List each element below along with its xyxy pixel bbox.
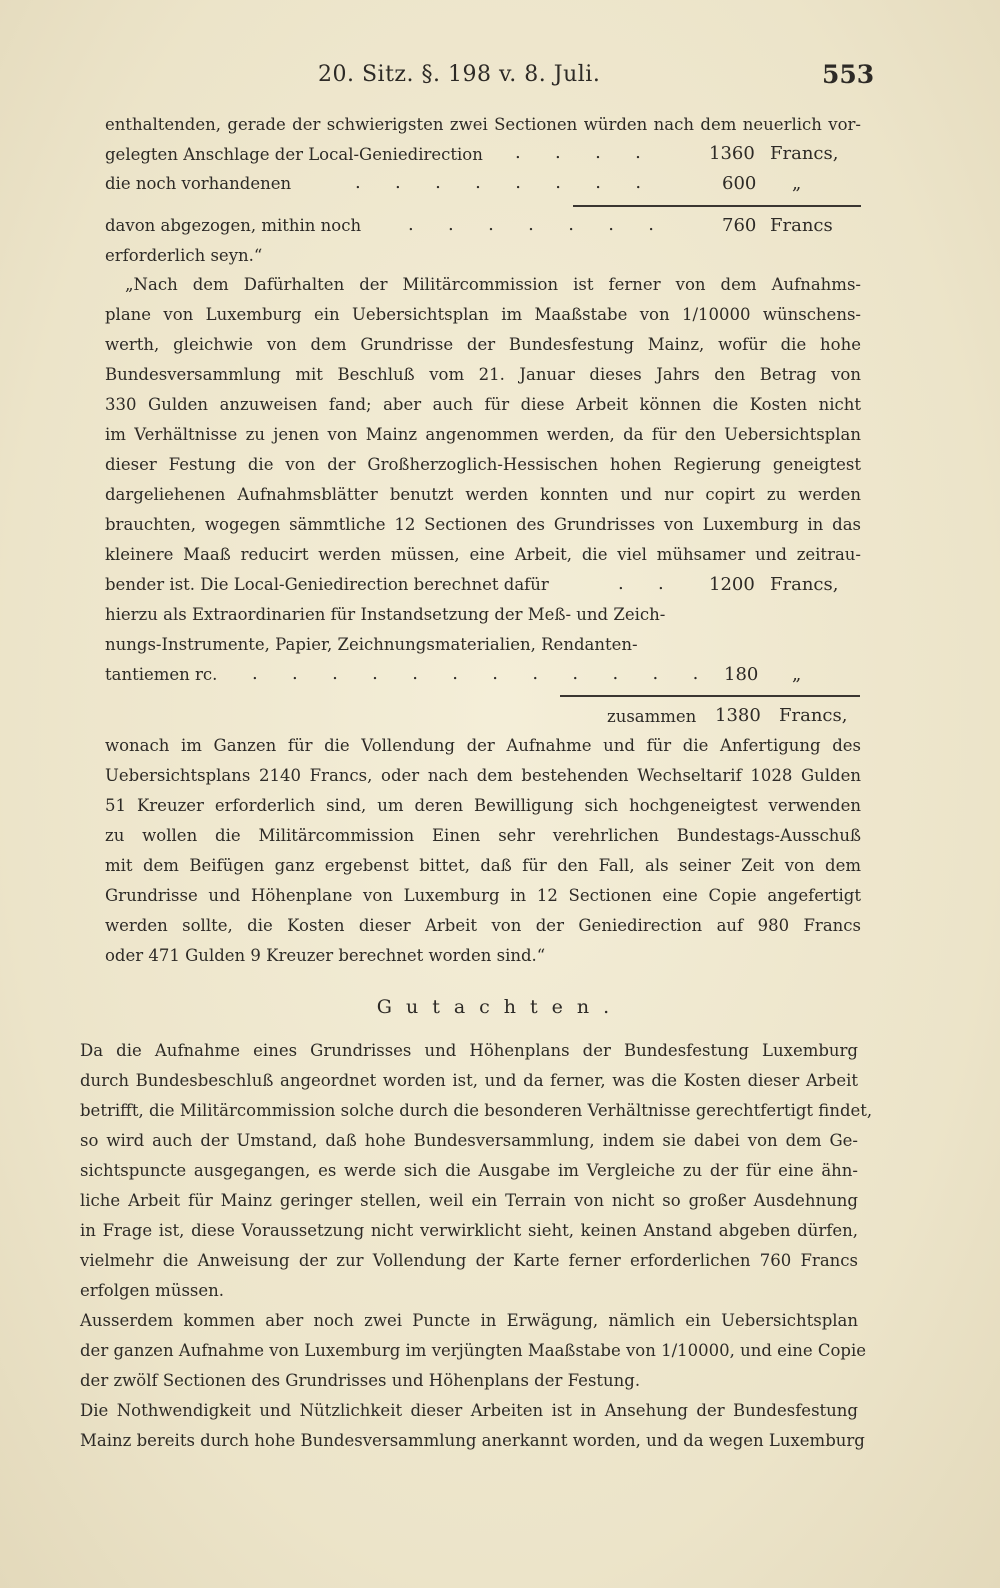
report-line-5: erforderlich seyn.“	[105, 246, 263, 265]
gutachten-p2-line: Ausserdem kommen aber noch zwei Puncte in Erwägung, nämlich ein Uebersichtsplan	[80, 1311, 858, 1330]
leader-dots: . . . . . . . . . . . .	[252, 663, 699, 684]
unit-francs: Francs,	[770, 574, 839, 595]
gutachten-p3-line: Mainz bereits durch hohe Bundesversammlung anerkannt worden, und da wegen Luxemburg	[80, 1431, 865, 1450]
leader-dots: . .	[618, 573, 664, 594]
gutachten-p1-line	[80, 1040, 858, 1062]
leader-dots: . . . . . . .	[408, 214, 655, 235]
running-header	[0, 58, 1000, 98]
report-line-1: enthaltenden, gerade der schwierigsten zwei Sectionen würden nach dem neuerlich vor-	[105, 115, 861, 134]
unit-francs: Francs,	[770, 143, 839, 164]
gutachten-p1-line: liche Arbeit für Mainz geringer stellen, weil ein Terrain von nicht so großer Ausdehnung	[80, 1191, 858, 1210]
report-p2-line-13: nungs-Instrumente, Papier, Zeichnungsmaterialien, Rendanten-	[105, 635, 638, 654]
unit-ditto: „	[792, 664, 802, 685]
gutachten-p1-line: betrifft, die Militärcommission solche durch die besonderen Verhältnisse gerechtfertigt findet,	[80, 1101, 873, 1120]
gutachten-p1-line: so wird auch der Umstand, daß hohe Bundesversammlung, indem sie dabei von dem Ge-	[80, 1131, 858, 1150]
report-p3-line: mit dem Beifügen ganz ergebenst bittet, daß für den Fall, als seiner Zeit von dem	[105, 856, 861, 875]
report-p2-line-14: tantiemen rc.	[105, 665, 218, 684]
report-p2-line: „Nach dem Dafürhalten der Militärcommission ist ferner von dem Aufnahms-	[125, 275, 861, 294]
amount-plan-cost: 1200	[709, 574, 755, 595]
report-p2-line: kleinere Maaß reducirt werden müssen, eine Arbeit, die viel mühsamer und zeitrau-	[105, 545, 861, 564]
unit-francs: Francs,	[779, 705, 848, 726]
amount-local-estimate: 1360	[709, 143, 755, 164]
report-line-2: gelegten Anschlage der Local-Geniedirection	[105, 145, 483, 164]
report-p3-line: zu wollen die Militärcommission Einen sehr verehrlichen Bundestags-Ausschuß	[105, 826, 861, 845]
amount-total: 1380	[715, 705, 761, 726]
report-p2-line: dieser Festung die von der Großherzoglich-Hessischen hohen Regierung geneigtest	[105, 455, 861, 474]
sum-rule	[573, 205, 861, 207]
gutachten-p1-last-line: erfolgen müssen.	[80, 1281, 225, 1300]
report-p3-line: 51 Kreuzer erforderlich sind, um deren Bewilligung sich hochgeneigtest verwenden	[105, 796, 861, 815]
report-p2-line: werth, gleichwie von dem Grundrisse der Bundesfestung Mainz, wofür die hohe	[105, 335, 861, 354]
report-p2-line: brauchten, wogegen sämmtliche 12 Sectionen des Grundrisses von Luxemburg in das	[105, 515, 861, 534]
section-heading-gutachten: Gutachten.	[376, 996, 624, 1018]
gutachten-p1-line: durch Bundesbeschluß angeordnet worden ist, und da ferner, was die Kosten dieser Arbeit	[80, 1071, 858, 1090]
gutachten-p1-line: vielmehr die Anweisung der zur Vollendung der Karte ferner erforderlichen 760 Francs	[80, 1251, 858, 1270]
leader-dots: . . . . . . . .	[355, 172, 642, 193]
gutachten-p2-last-line: der zwölf Sectionen des Grundrisses und Höhenplans der Festung.	[80, 1371, 641, 1390]
leader-dots: . . . .	[515, 142, 641, 163]
gutachten-p3-line: Die Nothwendigkeit und Nützlichkeit dieser Arbeiten ist in Ansehung der Bundesfestung	[80, 1401, 858, 1420]
report-p2-line: plane von Luxemburg ein Uebersichtsplan im Maaßstabe von 1/10000 wünschens-	[105, 305, 861, 324]
gutachten-p1-text: Da die Aufnahme eines Grundrisses und Höhenplans der Bundesfestung Luxemburg	[80, 1041, 858, 1060]
page-number: 553	[822, 60, 875, 89]
gutachten-p1-line: sichtspuncte ausgegangen, es werde sich die Ausgabe im Vergleiche zu der für eine ähn-	[80, 1161, 858, 1180]
report-p3-line: wonach im Ganzen für die Vollendung der Aufnahme und für die Anfertigung des	[105, 736, 861, 755]
report-p3-last-line: oder 471 Gulden 9 Kreuzer berechnet worden sind.“	[105, 946, 546, 965]
report-p2-line-11: bender ist. Die Local-Geniedirection berechnet dafür	[105, 575, 549, 594]
report-line-3: die noch vorhandenen	[105, 174, 292, 193]
amount-extraordinaries: 180	[724, 664, 759, 685]
amount-remaining: 760	[722, 215, 757, 236]
header-title: 20. Sitz. §. 198 v. 8. Juli.	[318, 62, 601, 87]
report-line-4: davon abgezogen, mithin noch	[105, 216, 362, 235]
report-p3-line: werden sollte, die Kosten dieser Arbeit von der Geniedirection auf 980 Francs	[105, 916, 861, 935]
unit-francs: Francs	[770, 215, 833, 236]
gutachten-p1-line: in Frage ist, diese Voraussetzung nicht verwirklicht sieht, keinen Anstand abgeben dürfen,	[80, 1221, 858, 1240]
report-p2-line: dargeliehenen Aufnahmsblätter benutzt werden konnten und nur copirt zu werden	[105, 485, 861, 504]
amount-available: 600	[722, 173, 757, 194]
report-p2-line: 330 Gulden anzuweisen fand; aber auch für diese Arbeit können die Kosten nicht	[105, 395, 861, 414]
sum-rule	[560, 695, 860, 697]
report-p3-line: Grundrisse und Höhenplane von Luxemburg in 12 Sectionen eine Copie angefertigt	[105, 886, 861, 905]
report-p2-line-12: hierzu als Extraordinarien für Instandsetzung der Meß- und Zeich-	[105, 605, 666, 624]
gutachten-p2-line: der ganzen Aufnahme von Luxemburg im verjüngten Maaßstabe von 1/10000, und eine Copie	[80, 1341, 867, 1360]
unit-ditto: „	[792, 173, 802, 194]
report-p2-line: im Verhältnisse zu jenen von Mainz angenommen werden, da für den Uebersichtsplan	[105, 425, 861, 444]
report-p3-line: Uebersichtsplans 2140 Francs, oder nach dem bestehenden Wechseltarif 1028 Gulden	[105, 766, 861, 785]
sum-label: zusammen	[607, 707, 697, 726]
report-p2-line: Bundesversammlung mit Beschluß vom 21. Januar dieses Jahrs den Betrag von	[105, 365, 861, 384]
